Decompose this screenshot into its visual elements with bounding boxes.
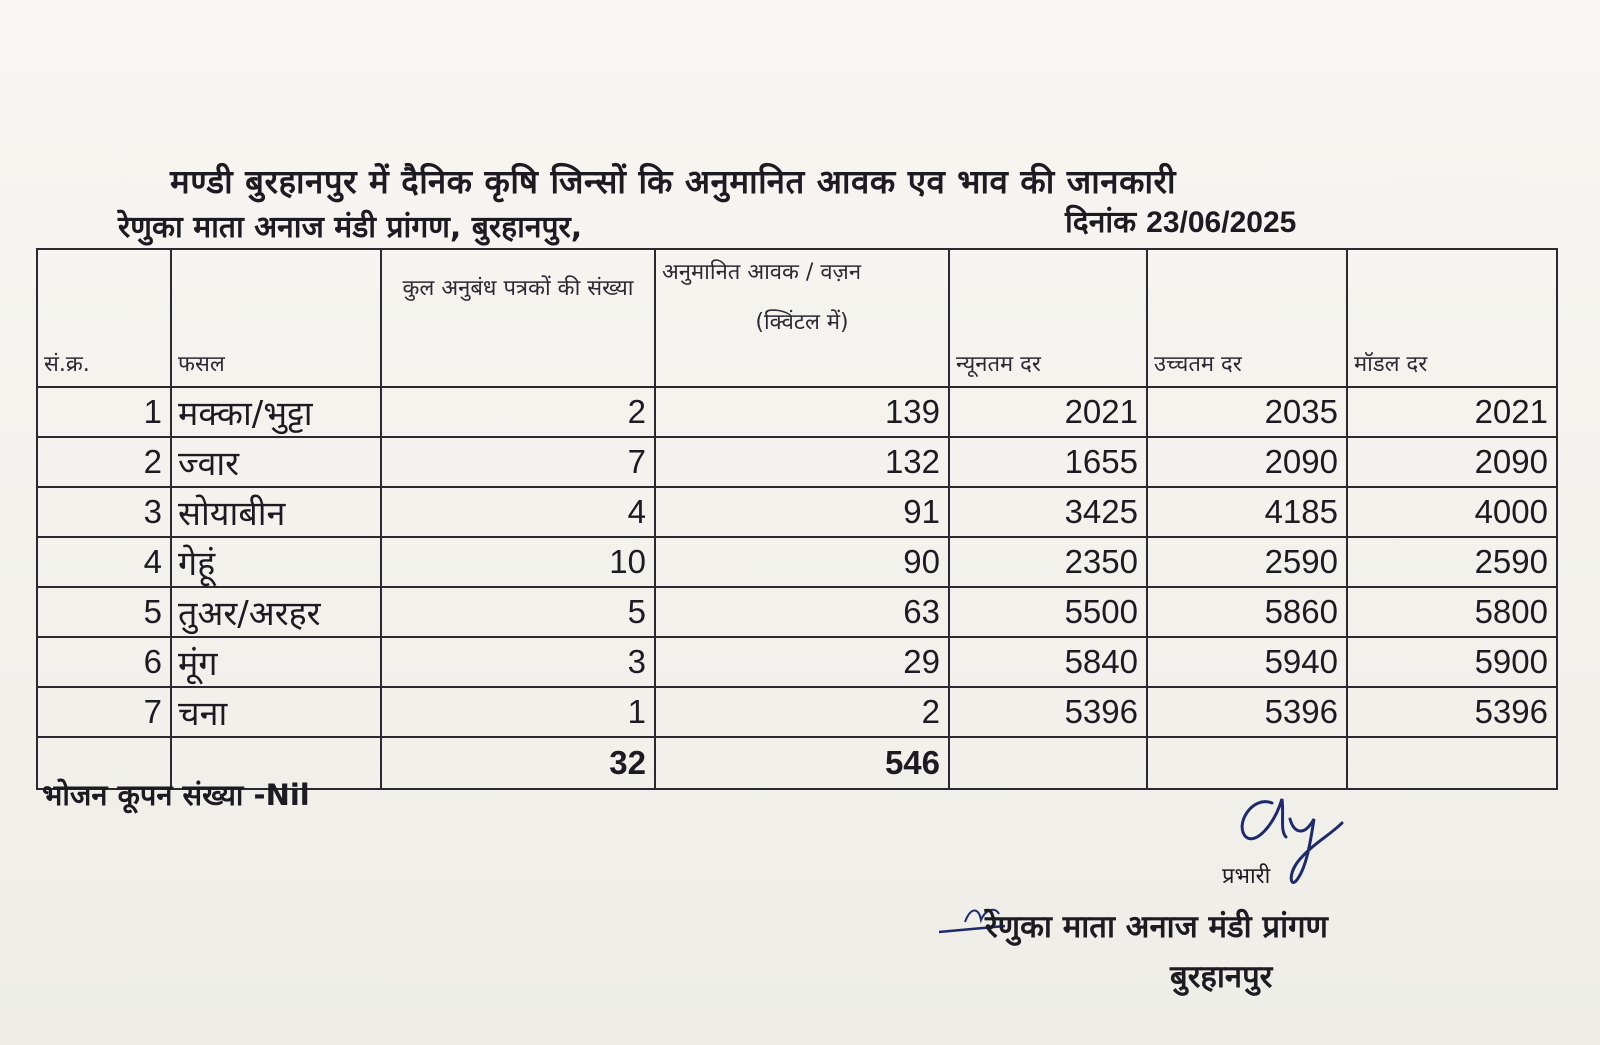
table-row [37, 387, 1557, 437]
cell-max-rate: 2035 [1147, 387, 1347, 437]
cell-min-rate: 2021 [949, 387, 1147, 437]
cell-modal-rate: 2021 [1347, 387, 1557, 437]
table-row [37, 687, 1557, 737]
cell-min-rate: 2350 [949, 537, 1147, 587]
cell-contracts: 3 [381, 637, 655, 687]
rates-table [36, 248, 1558, 790]
cell-modal-rate: 5800 [1347, 587, 1557, 637]
cell-arrival: 132 [655, 437, 949, 487]
table-row [37, 437, 1557, 487]
cell-crop: तुअर/अरहर [171, 587, 381, 637]
col-min-rate: न्यूनतम दर [949, 249, 1147, 387]
table-row [37, 587, 1557, 637]
cell-contracts: 2 [381, 387, 655, 437]
cell-empty [1347, 737, 1557, 789]
cell-contracts: 7 [381, 437, 655, 487]
cell-crop: चना [171, 687, 381, 737]
cell-arrival: 29 [655, 637, 949, 687]
col-contracts: कुल अनुबंध पत्रकों की संख्या [381, 249, 655, 387]
cell-modal-rate: 5396 [1347, 687, 1557, 737]
cell-max-rate: 2090 [1147, 437, 1347, 487]
document-subtitle: रेणुका माता अनाज मंडी प्रांगण, बुरहानपुर, [118, 210, 583, 245]
col-arrival-label: अनुमानित आवक / वज़न [662, 260, 862, 285]
table-header-row [37, 249, 1557, 387]
col-modal-rate: मॉडल दर [1347, 249, 1557, 387]
col-crop: फसल [171, 249, 381, 387]
cell-contracts: 4 [381, 487, 655, 537]
cell-arrival: 90 [655, 537, 949, 587]
cell-crop: मूंग [171, 637, 381, 687]
col-max-rate: उच्चतम दर [1147, 249, 1347, 387]
cell-min-rate: 5840 [949, 637, 1147, 687]
col-arrival-unit: (क्विंटल में) [755, 310, 849, 335]
cell-max-rate: 2590 [1147, 537, 1347, 587]
date-value: 23/06/2025 [1146, 206, 1297, 239]
cell-contracts: 10 [381, 537, 655, 587]
cell-empty [1147, 737, 1347, 789]
cell-max-rate: 4185 [1147, 487, 1347, 537]
table-row [37, 637, 1557, 687]
cell-max-rate: 5396 [1147, 687, 1347, 737]
cell-min-rate: 3425 [949, 487, 1147, 537]
cell-crop: सोयाबीन [171, 487, 381, 537]
cell-serial: 2 [37, 437, 171, 487]
cell-min-rate: 1655 [949, 437, 1147, 487]
cell-serial: 3 [37, 487, 171, 537]
document-date [1065, 200, 1296, 241]
cell-modal-rate: 5900 [1347, 637, 1557, 687]
table-row [37, 537, 1557, 587]
incharge-label: प्रभारी [1222, 864, 1271, 889]
cell-arrival: 139 [655, 387, 949, 437]
date-label: दिनांक [1065, 205, 1137, 240]
total-contracts: 32 [381, 737, 655, 789]
cell-max-rate: 5860 [1147, 587, 1347, 637]
document-title: मण्डी बुरहानपुर में दैनिक कृषि जिन्सों कि अनुमानित आवक एव भाव की जानकारी [170, 162, 1177, 201]
cell-crop: गेहूं [171, 537, 381, 587]
cell-serial: 4 [37, 537, 171, 587]
cell-min-rate: 5500 [949, 587, 1147, 637]
cell-contracts: 1 [381, 687, 655, 737]
cell-modal-rate: 2090 [1347, 437, 1557, 487]
cell-serial: 1 [37, 387, 171, 437]
table-row [37, 487, 1557, 537]
cell-max-rate: 5940 [1147, 637, 1347, 687]
cell-modal-rate: 4000 [1347, 487, 1557, 537]
cell-serial: 7 [37, 687, 171, 737]
cell-serial: 6 [37, 637, 171, 687]
meal-coupon-note: भोजन कूपन संख्या -Nil [42, 778, 310, 812]
office-city: बुरहानपुर [1170, 959, 1273, 995]
cell-serial: 5 [37, 587, 171, 637]
cell-arrival: 91 [655, 487, 949, 537]
cell-crop: ज्वार [171, 437, 381, 487]
cell-empty [949, 737, 1147, 789]
cell-min-rate: 5396 [949, 687, 1147, 737]
total-arrival: 546 [655, 737, 949, 789]
cell-contracts: 5 [381, 587, 655, 637]
cell-crop: मक्का/भुट्टा [171, 387, 381, 437]
col-arrival [655, 249, 949, 387]
col-serial: सं.क्र. [37, 249, 171, 387]
cell-arrival: 63 [655, 587, 949, 637]
cell-arrival: 2 [655, 687, 949, 737]
office-name: रेणुका माता अनाज मंडी प्रांगण [985, 909, 1328, 945]
cell-modal-rate: 2590 [1347, 537, 1557, 587]
